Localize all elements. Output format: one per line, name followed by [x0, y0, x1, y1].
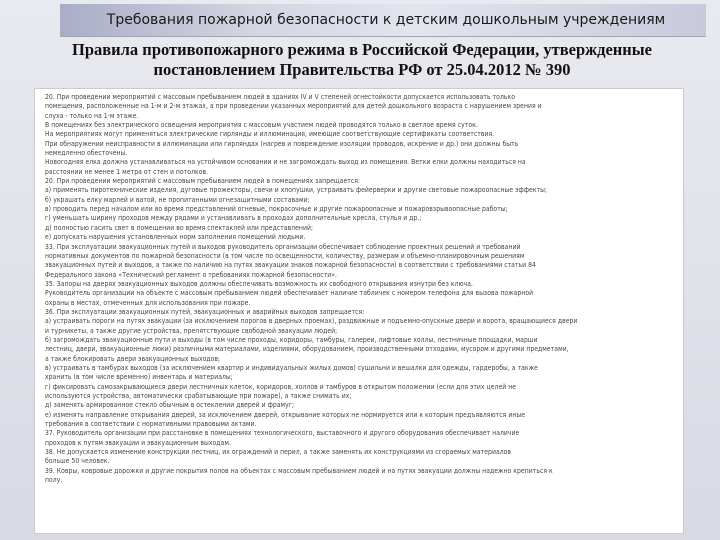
body-text-line: слуха - только на 1-м этаже.	[45, 111, 139, 120]
body-text-line: г) уменьшать ширину проходов между рядами и устанавливать в проходах дополнительные кресла, стулья и др.;	[45, 214, 422, 223]
body-text-line: При обнаружении неисправности в иллюминации или гирляндах (нагрев и повреждение изоляции проводов, искрение и др.) они должны быть	[45, 139, 519, 148]
body-text-line: 37. Руководитель организации при расстановке в помещениях технологического, выставочного и другого оборудования обеспечивает наличие	[45, 429, 520, 438]
body-text-line: 33. При эксплуатации эвакуационных путей и выходов руководитель организации обеспечивает соблюдение проектных решений и требований	[45, 242, 521, 251]
body-text-line: 20. При проведении мероприятий с массовым пребыванием людей в зданиях IV и V степеней огнестойкости допускается использовать только	[45, 93, 516, 101]
body-text-line: в) устраивать в тамбурах выходов (за исключением квартир и индивидуальных жилых домов) сушильни и вешалки для одежды, гардеробы, а также	[45, 363, 538, 372]
body-text-line: проходов к путям эвакуации и эвакуационным выходам.	[45, 438, 231, 447]
body-text-line: немедленно обесточены.	[45, 149, 128, 158]
body-text-line: е) допускать нарушения установленных норм заполнения помещений людьми.	[45, 233, 306, 242]
body-text-line: а) устраивать пороги на путях эвакуации (за исключением порогов в дверных проемах), раздвижные и подъемно-опускные двери и ворота, вращающиеся двери	[45, 317, 578, 326]
document-body	[34, 88, 684, 534]
body-text-line: эвакуационных путей и выходов, а также по наличию на путях эвакуации знаков пожарной безопасности) в соответствии с требованиями статьи 84	[45, 261, 536, 270]
body-text-line: б) украшать елку марлей и ватой, не пропитанными огнезащитными составами;	[45, 195, 310, 204]
body-text-line: требования в соответствии с нормативными правовыми актами.	[45, 420, 257, 429]
body-text-line: и турникеты, а также другие устройства, препятствующие свободной эвакуации людей;	[45, 326, 338, 335]
body-text-line: охраны в местах, отмеченных для использования при пожаре.	[45, 298, 251, 307]
document-title	[20, 40, 704, 80]
body-text-line: 20. При проведении мероприятий с массовым пребыванием людей в помещениях запрещается:	[45, 177, 361, 186]
body-text-line: лестниц, двери, эвакуационные люки) различными материалами, изделиями, оборудованием, производственными отходами, мусором и другими предметами,	[45, 345, 569, 354]
body-text-line: 36. При эксплуатации эвакуационных путей, эвакуационных и аварийных выходов запрещается:	[45, 307, 365, 316]
body-text-line: нормативных документов по пожарной безопасности (в том числе по освещенности, количеству, размерам и объемно-планировочным решениям	[45, 251, 525, 260]
body-text-line: д) заменять армированное стекло обычным в остеклении дверей и фрамуг;	[45, 401, 295, 410]
body-text-line: используются устройства, автоматически срабатывающие при пожаре), а также снимать их;	[45, 392, 352, 400]
body-text-line: 39. Ковры, ковровые дорожки и другие покрытия полов на объектах с массовым пребыванием людей и на путях эвакуации должны надежно крепиться к	[45, 466, 553, 475]
body-text-line: б) загромождать эвакуационные пути и выходы (в том числе проходы, коридоры, тамбуры, галереи, лифтовые холлы, лестничные площадки, марши	[45, 335, 538, 344]
body-text-line: г) фиксировать самозакрывающиеся двери лестничных клеток, коридоров, холлов и тамбуров в открытом положении (если для этих целей не	[45, 382, 517, 391]
body-text-line: Новогодняя елка должна устанавливаться на устойчивом основании и не загромождать выход из помещения. Ветки елки должны находиться на	[45, 158, 526, 167]
body-text-line: Руководитель организации на объекте с массовым пребыванием людей обеспечивает наличие табличек с номером телефона для вызова пожарной	[45, 289, 534, 298]
body-text-line: е) изменять направление открывания дверей, за исключением дверей, открывание которых не нормируется или к которым предъявляются иные	[45, 410, 525, 419]
body-text-line: На мероприятиях могут применяться электрические гирлянды и иллюминация, имеющие соответствующие сертификаты соответствия.	[45, 130, 495, 139]
body-text-line: помещения, расположенные на 1-м и 2-м этажах, а при проведении указанных мероприятий для детей дошкольного возраста с нарушением зрения и	[45, 102, 542, 111]
body-text-line: хранить (в том числе временно) инвентарь и материалы;	[45, 373, 233, 382]
body-text-line: больше 50 человек.	[45, 457, 110, 466]
body-text-line: Федерального закона «Технический регламент о требованиях пожарной безопасности».	[45, 270, 337, 279]
body-text-line: а также блокировать двери эвакуационных выходов;	[45, 354, 221, 363]
body-text-line: 38. Не допускается изменение конструкции лестниц, их ограждений и перил, а также заменять их конструкциями из сгораемых материалов	[45, 448, 512, 457]
body-text-line: полу.	[45, 476, 63, 485]
document-title-line-1: Правила противопожарного режима в Российской Федерации, утвержденные	[72, 40, 652, 59]
slide-header-title: Требования пожарной безопасности к детским дошкольным учреждениям	[106, 12, 666, 28]
body-text-line: 35. Запоры на дверях эвакуационных выходов должны обеспечивать возможность их свободного открывания изнутри без ключа.	[45, 279, 474, 288]
body-text-line: В помещениях без электрического освещения мероприятия с массовым участием людей проводятся только в светлое время суток.	[45, 121, 478, 130]
body-text-line: расстоянии не менее 1 метра от стен и потолков.	[45, 167, 209, 176]
body-text-line: а) применять пиротехнические изделия, дуговые прожекторы, свечи и хлопушки, устраивать фейерверки и другие световые пожароопасные эффекты;	[45, 186, 548, 195]
document-title-line-2: постановлением Правительства РФ от 25.04.2012 № 390	[153, 60, 571, 79]
body-text-line: в) проводить перед началом или во время представлений огневые, покрасочные и другие пожароопасные и пожаровзрывоопасные работы;	[45, 205, 508, 214]
body-text-line: д) полностью гасить свет в помещении во время спектаклей или представлений;	[45, 223, 314, 232]
